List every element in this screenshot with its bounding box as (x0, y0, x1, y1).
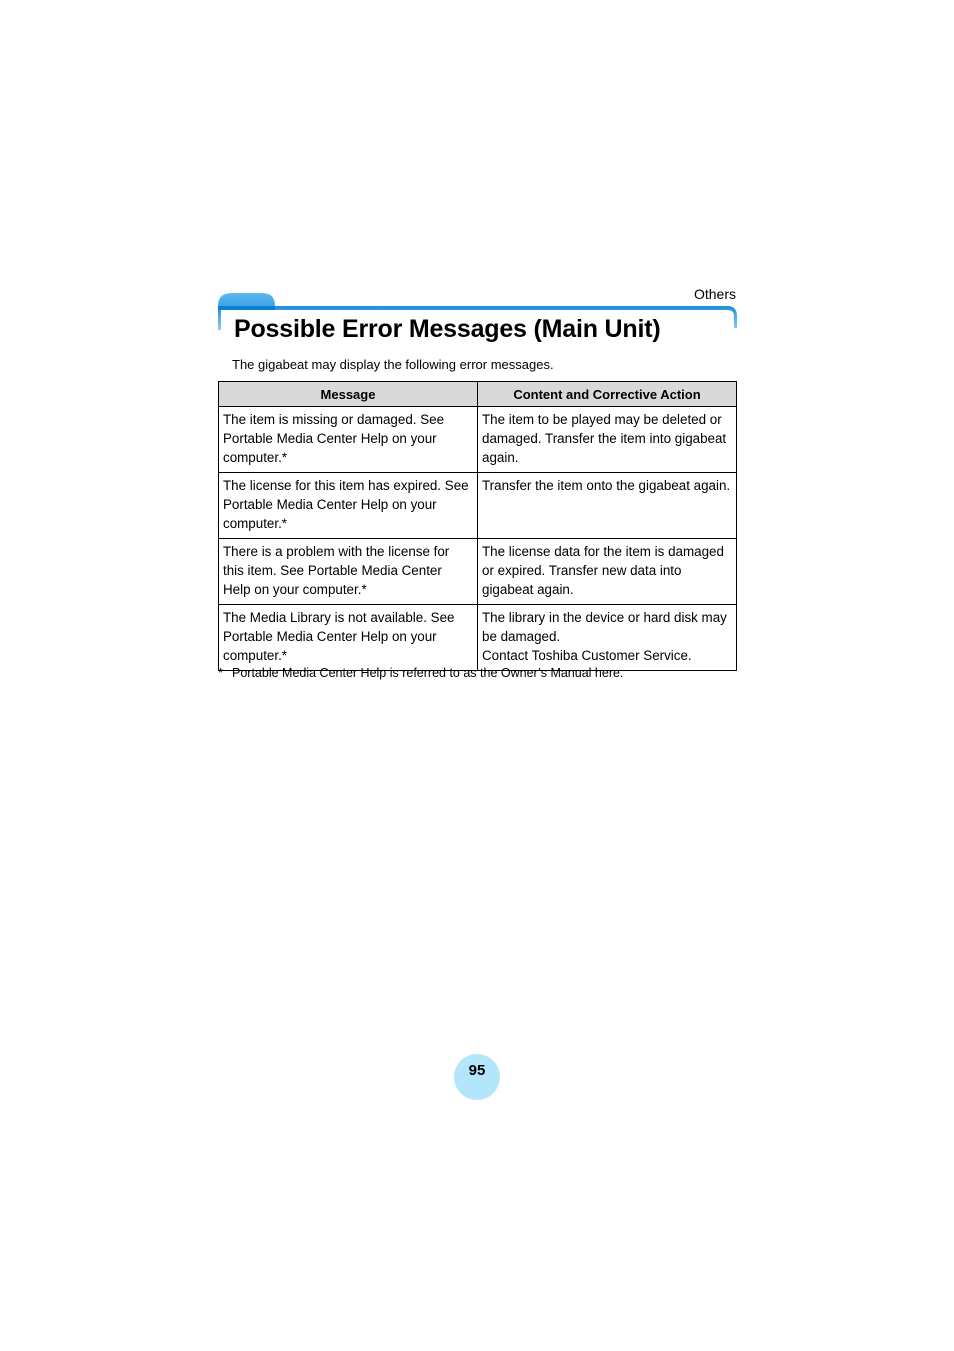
message-cell: The Media Library is not available. See Portable Media Center Help on your computer.* (219, 605, 478, 671)
message-cell: The license for this item has expired. See Portable Media Center Help on your computer.* (219, 473, 478, 539)
message-cell: The item is missing or damaged. See Portable Media Center Help on your computer.* (219, 407, 478, 473)
column-header-action: Content and Corrective Action (478, 382, 737, 407)
error-messages-table (218, 381, 737, 671)
footnote-text: Portable Media Center Help is referred to as the Owner’s Manual here. (232, 666, 624, 680)
table-row (219, 473, 737, 539)
message-cell: There is a problem with the license for this item. See Portable Media Center Help on your computer.* (219, 539, 478, 605)
action-line: Contact Toshiba Customer Service. (482, 648, 692, 663)
action-line: The library in the device or hard disk may be damaged. (482, 610, 727, 644)
footnote (218, 665, 623, 682)
action-cell: Transfer the item onto the gigabeat again. (478, 473, 737, 539)
action-cell: The item to be played may be deleted or damaged. Transfer the item into gigabeat again. (478, 407, 737, 473)
table-row (219, 407, 737, 473)
footnote-mark: * (218, 666, 223, 680)
page-title: Possible Error Messages (Main Unit) (234, 315, 661, 343)
table-row (219, 605, 737, 671)
table-row (219, 539, 737, 605)
action-cell (478, 605, 737, 671)
table-header-row (219, 382, 737, 407)
page-number-badge: 95 (454, 1054, 500, 1100)
action-cell: The license data for the item is damaged or expired. Transfer new data into gigabeat again. (478, 539, 737, 605)
column-header-message: Message (219, 382, 478, 407)
intro-text: The gigabeat may display the following error messages. (232, 357, 554, 372)
section-label: Others (693, 286, 736, 302)
